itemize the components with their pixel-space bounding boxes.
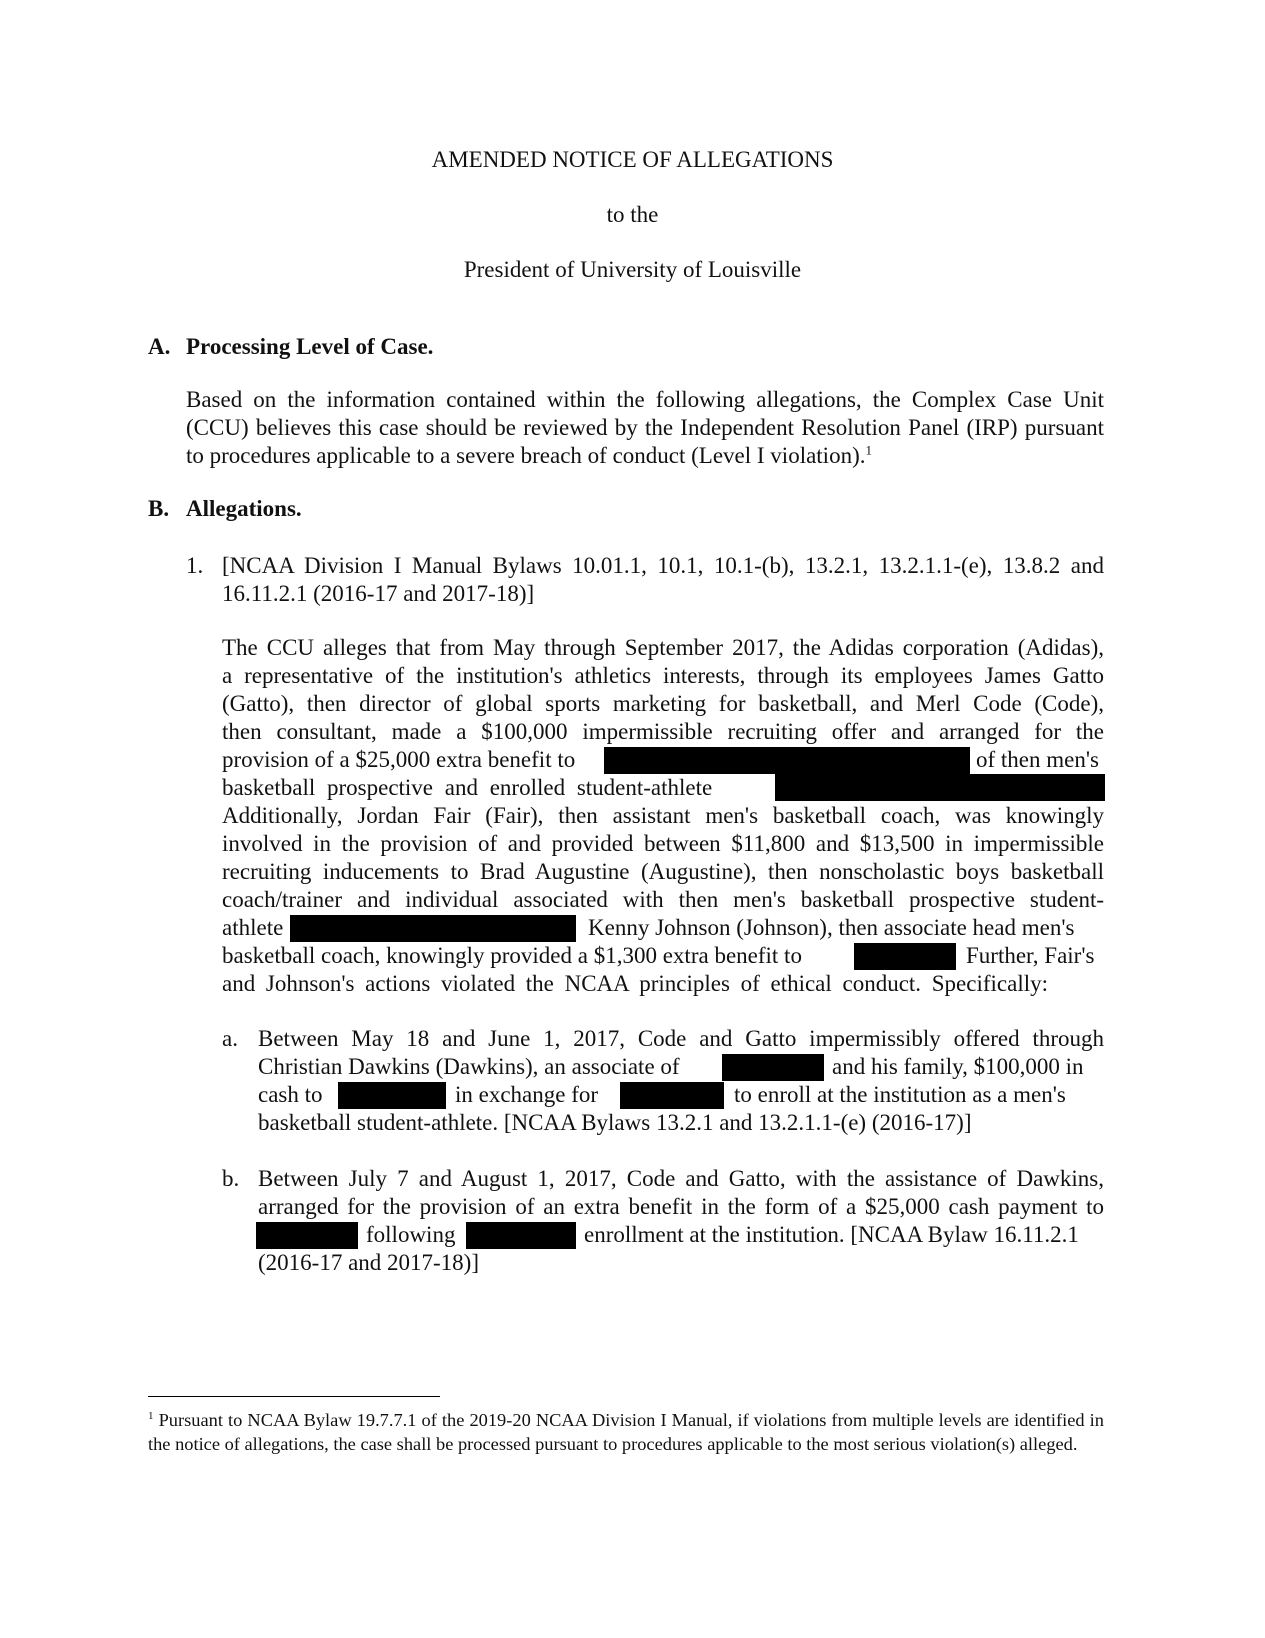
redaction-bar	[620, 1082, 724, 1109]
redaction-bar	[854, 943, 956, 970]
section-a-text: Based on the information contained within the following allegations, the Complex Case Unit (CCU) believes this case should be reviewed by the Independent Resolution Panel (IRP) pursuant to procedures applicable to a severe breach of conduct (Level I violation).	[186, 387, 1104, 468]
redaction-bar	[256, 1222, 358, 1249]
allegation-1-line: (Gatto), then director of global sports marketing for basketball, and Merl Code (Code),	[222, 691, 1104, 716]
allegation-1-line: involved in the provision of and provided between $11,800 and $13,500 in impermissible	[222, 831, 1104, 856]
item-a-line-2b: and his family, $100,000 in	[832, 1054, 1084, 1079]
allegation-1-line: athlete	[222, 915, 284, 940]
allegation-1-bylaws-line-1: [NCAA Division I Manual Bylaws 10.01.1, 10.1, 10.1-(b), 13.2.1, 13.2.1.1-(e), 13.8.2 and	[222, 553, 1104, 578]
redaction-bar	[604, 747, 970, 774]
item-b-line-3a: following	[366, 1222, 456, 1247]
allegation-1-line: Further, Fair's	[966, 943, 1095, 968]
redaction-bar	[775, 774, 1105, 801]
allegation-1-number: 1.	[186, 553, 204, 578]
section-b-label: B.	[148, 496, 170, 521]
section-a-title: Processing Level of Case.	[186, 334, 434, 359]
allegation-1-line: and Johnson's actions violated the NCAA principles of ethical conduct. Specifically:	[222, 971, 1048, 996]
footnote	[148, 1404, 1104, 1456]
item-b-line-1: Between July 7 and August 1, 2017, Code and Gatto, with the assistance of Dawkins,	[258, 1166, 1104, 1191]
allegation-1-line: recruiting inducements to Brad Augustine (Augustine), then nonscholastic boys basketball	[222, 859, 1104, 884]
footnote-separator	[148, 1396, 440, 1397]
item-a-line-2a: Christian Dawkins (Dawkins), an associate of	[258, 1054, 680, 1079]
redaction-bar	[290, 915, 576, 942]
document-title: AMENDED NOTICE OF ALLEGATIONS	[431, 147, 834, 172]
section-a-body	[186, 386, 1104, 470]
section-a-label: A.	[148, 334, 171, 359]
item-a-line-4: basketball student-athlete. [NCAA Bylaws 13.2.1 and 13.2.1.1-(e) (2016-17)]	[258, 1110, 972, 1135]
item-a-line-3b: in exchange for	[455, 1082, 599, 1107]
item-a-label: a.	[222, 1026, 238, 1051]
allegation-1-line: Kenny Johnson (Johnson), then associate head men's	[588, 915, 1075, 940]
document-subtitle-to: to the	[606, 202, 659, 227]
item-b-line-2: arranged for the provision of an extra benefit in the form of a $25,000 cash payment to	[258, 1194, 1104, 1219]
section-b-title: Allegations.	[186, 496, 302, 521]
allegation-1-line: a representative of the institution's athletics interests, through its employees James Gatto	[222, 663, 1104, 688]
document-recipient: President of University of Louisville	[463, 257, 802, 282]
item-a-line-1: Between May 18 and June 1, 2017, Code and Gatto impermissibly offered through	[258, 1026, 1104, 1051]
item-b-line-3b: enrollment at the institution. [NCAA Bylaw 16.11.2.1	[584, 1222, 1079, 1247]
section-a-heading	[148, 333, 433, 361]
allegation-1-line: of then men's	[976, 747, 1099, 772]
section-b-heading	[148, 495, 302, 523]
item-b-label: b.	[222, 1166, 240, 1191]
item-a-line-3a: cash to	[258, 1082, 323, 1107]
allegation-1-line: then consultant, made a $100,000 impermissible recruiting offer and arranged for the	[222, 719, 1104, 744]
redaction-bar	[722, 1054, 824, 1081]
allegation-1-line: basketball coach, knowingly provided a $1,300 extra benefit to	[222, 943, 802, 968]
redaction-bar	[338, 1082, 446, 1109]
footnote-marker: 1	[148, 1410, 154, 1422]
item-a-line-3c: to enroll at the institution as a men's	[734, 1082, 1066, 1107]
footnote-reference: 1	[865, 442, 872, 458]
allegation-1-line: basketball prospective and enrolled student-athlete	[222, 775, 713, 800]
footnote-text: Pursuant to NCAA Bylaw 19.7.7.1 of the 2019-20 NCAA Division I Manual, if violations from multiple levels are identified in the notice of allegations, the case shall be processed pursuant to procedures applicable to the most serious violation(s) alleged.	[148, 1410, 1104, 1455]
allegation-1-line: provision of a $25,000 extra benefit to	[222, 747, 576, 772]
redaction-bar	[466, 1222, 576, 1249]
allegation-1-bylaws-line-2: 16.11.2.1 (2016-17 and 2017-18)]	[222, 581, 535, 606]
allegation-1-line: The CCU alleges that from May through September 2017, the Adidas corporation (Adidas),	[222, 635, 1104, 660]
allegation-1-line: coach/trainer and individual associated with then men's basketball prospective student-	[222, 887, 1104, 912]
allegation-1-line: Additionally, Jordan Fair (Fair), then assistant men's basketball coach, was knowingly	[222, 803, 1104, 828]
item-b-line-4: (2016-17 and 2017-18)]	[258, 1250, 480, 1275]
